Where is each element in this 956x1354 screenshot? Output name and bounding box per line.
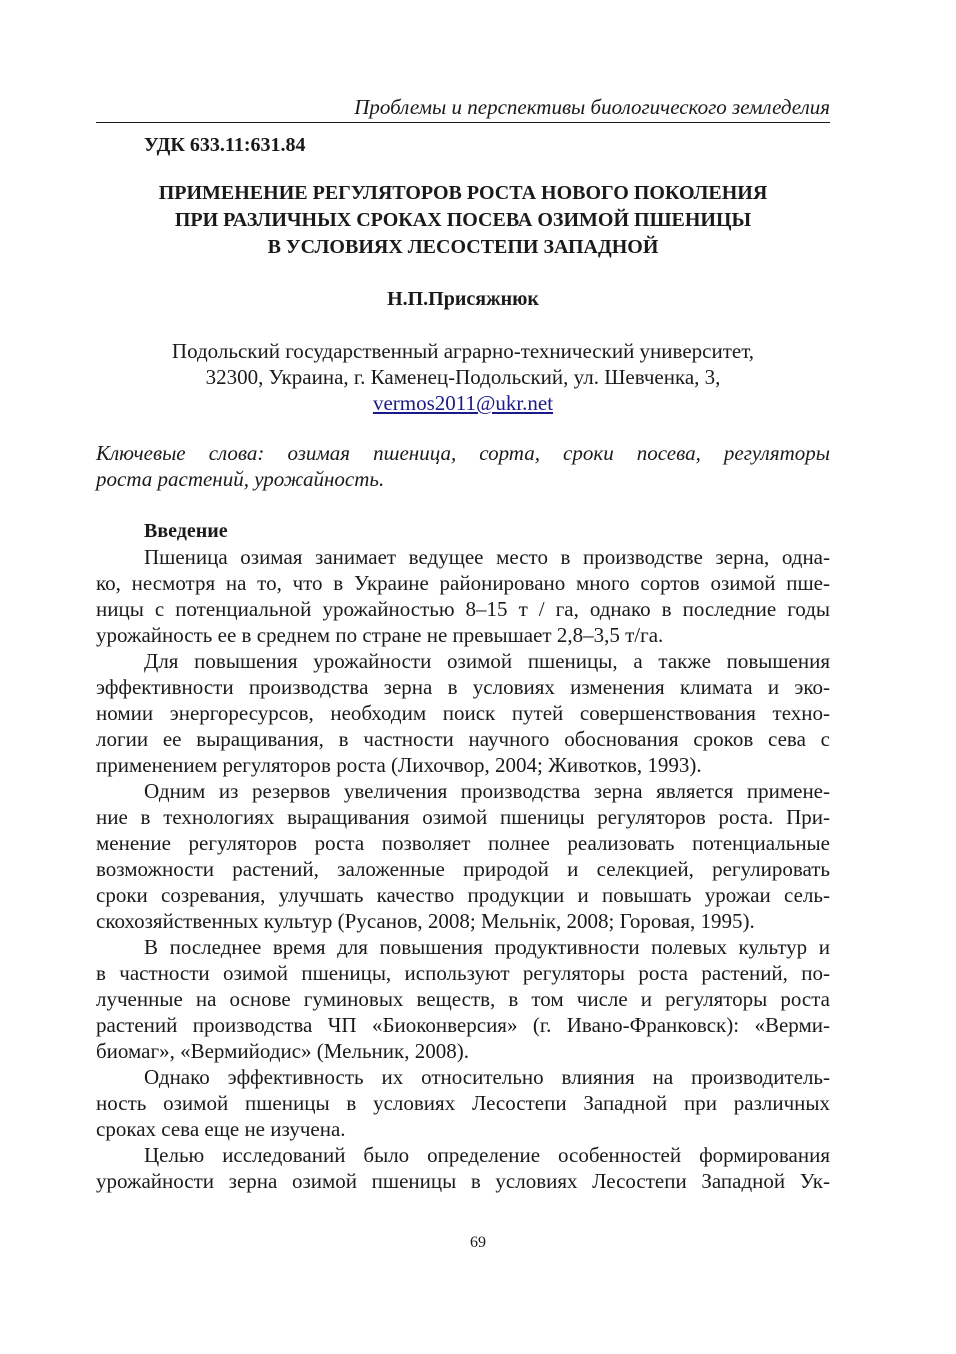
- title-line: ПРИМЕНЕНИЕ РЕГУЛЯТОРОВ РОСТА НОВОГО ПОКОЛЕНИЯ: [158, 182, 768, 204]
- title-line: В УСЛОВИЯХ ЛЕСОСТЕПИ ЗАПАДНОЙ: [267, 236, 659, 258]
- email-link[interactable]: vermos2011@ukr.net: [372, 391, 554, 415]
- body-line: В последнее время для повышения продуктивности полевых культур и: [144, 935, 830, 959]
- keywords-line: Ключевые слова: озимая пшеница, сорта, сроки посева, регуляторы: [96, 441, 830, 465]
- body-line: ность озимой пшеницы в условиях Лесостепи Западной при различных: [96, 1091, 830, 1115]
- author-name: Н.П.Присяжнюк: [387, 288, 539, 310]
- body-line: растений производства ЧП «Биоконверсия» (г. Ивано-Франковск): «Верми-: [96, 1013, 830, 1037]
- body-line: сроках сева еще не изучена.: [96, 1117, 346, 1141]
- body-text: [96, 544, 830, 1194]
- body-line: Однако эффективность их относительно влияния на производитель-: [144, 1065, 830, 1089]
- body-line: Пшеница озимая занимает ведущее место в производстве зерна, одна-: [144, 545, 830, 569]
- body-line: Для повышения урожайности озимой пшеницы, а также повышения: [144, 649, 830, 673]
- body-line: ко, несмотря на то, что в Украине районировано много сортов озимой пше-: [96, 571, 830, 595]
- body-line: Целью исследований было определение особенностей формирования: [144, 1143, 830, 1167]
- body-line: в частности озимой пшеницы, используют регуляторы роста растений, по-: [96, 961, 830, 985]
- body-line: эффективности производства зерна в условиях изменения климата и эко-: [96, 675, 830, 699]
- page-number: 69: [470, 1234, 486, 1251]
- udk-code: УДК 633.11:631.84: [144, 134, 306, 156]
- affiliation-line: Подольский государственный аграрно-технический университет,: [171, 339, 755, 363]
- body-line: применением регуляторов роста (Лихочвор, 2004; Животков, 1993).: [96, 753, 702, 777]
- body-line: логии ее выращивания, в частности научного обоснования сроков сева с: [96, 727, 830, 751]
- body-line: номии энергоресурсов, необходим поиск путей совершенствования техно-: [96, 701, 830, 725]
- body-line: урожайность ее в среднем по стране не превышает 2,8–3,5 т/га.: [96, 623, 664, 647]
- body-line: сроки созревания, улучшать качество продукции и повышать урожаи сель-: [96, 883, 830, 907]
- header-divider: [96, 122, 830, 123]
- keywords: [96, 440, 830, 492]
- section-heading-introduction: Введение: [144, 520, 228, 542]
- affiliation-line: 32300, Украина, г. Каменец-Подольский, ул. Шевченка, 3,: [205, 365, 721, 389]
- running-header: Проблемы и перспективы биологического земледелия: [354, 95, 830, 119]
- body-line: ницы с потенциальной урожайностью 8–15 т / га, однако в последние годы: [96, 597, 830, 621]
- article-title: [96, 180, 830, 261]
- body-line: Одним из резервов увеличения производства зерна является примене-: [144, 779, 830, 803]
- body-line: ние в технологиях выращивания озимой пшеницы регуляторов роста. При-: [96, 805, 830, 829]
- body-line: скохозяйственных культур (Русанов, 2008; Мельнiк, 2008; Горовая, 1995).: [96, 909, 755, 933]
- affiliation: [96, 338, 830, 416]
- body-line: биомаг», «Вермийодис» (Мельник, 2008).: [96, 1039, 469, 1063]
- body-line: лученные на основе гуминовых веществ, в том числе и регуляторы роста: [96, 987, 830, 1011]
- body-line: урожайности зерна озимой пшеницы в условиях Лесостепи Западной Ук-: [96, 1169, 830, 1193]
- body-line: менение регуляторов роста позволяет полнее реализовать потенциальные: [96, 831, 830, 855]
- keywords-line: роста растений, урожайность.: [96, 467, 385, 491]
- body-line: возможности растений, заложенные природой и селекцией, регулировать: [96, 857, 830, 881]
- title-line: ПРИ РАЗЛИЧНЫХ СРОКАХ ПОСЕВА ОЗИМОЙ ПШЕНИЦЫ: [174, 209, 752, 231]
